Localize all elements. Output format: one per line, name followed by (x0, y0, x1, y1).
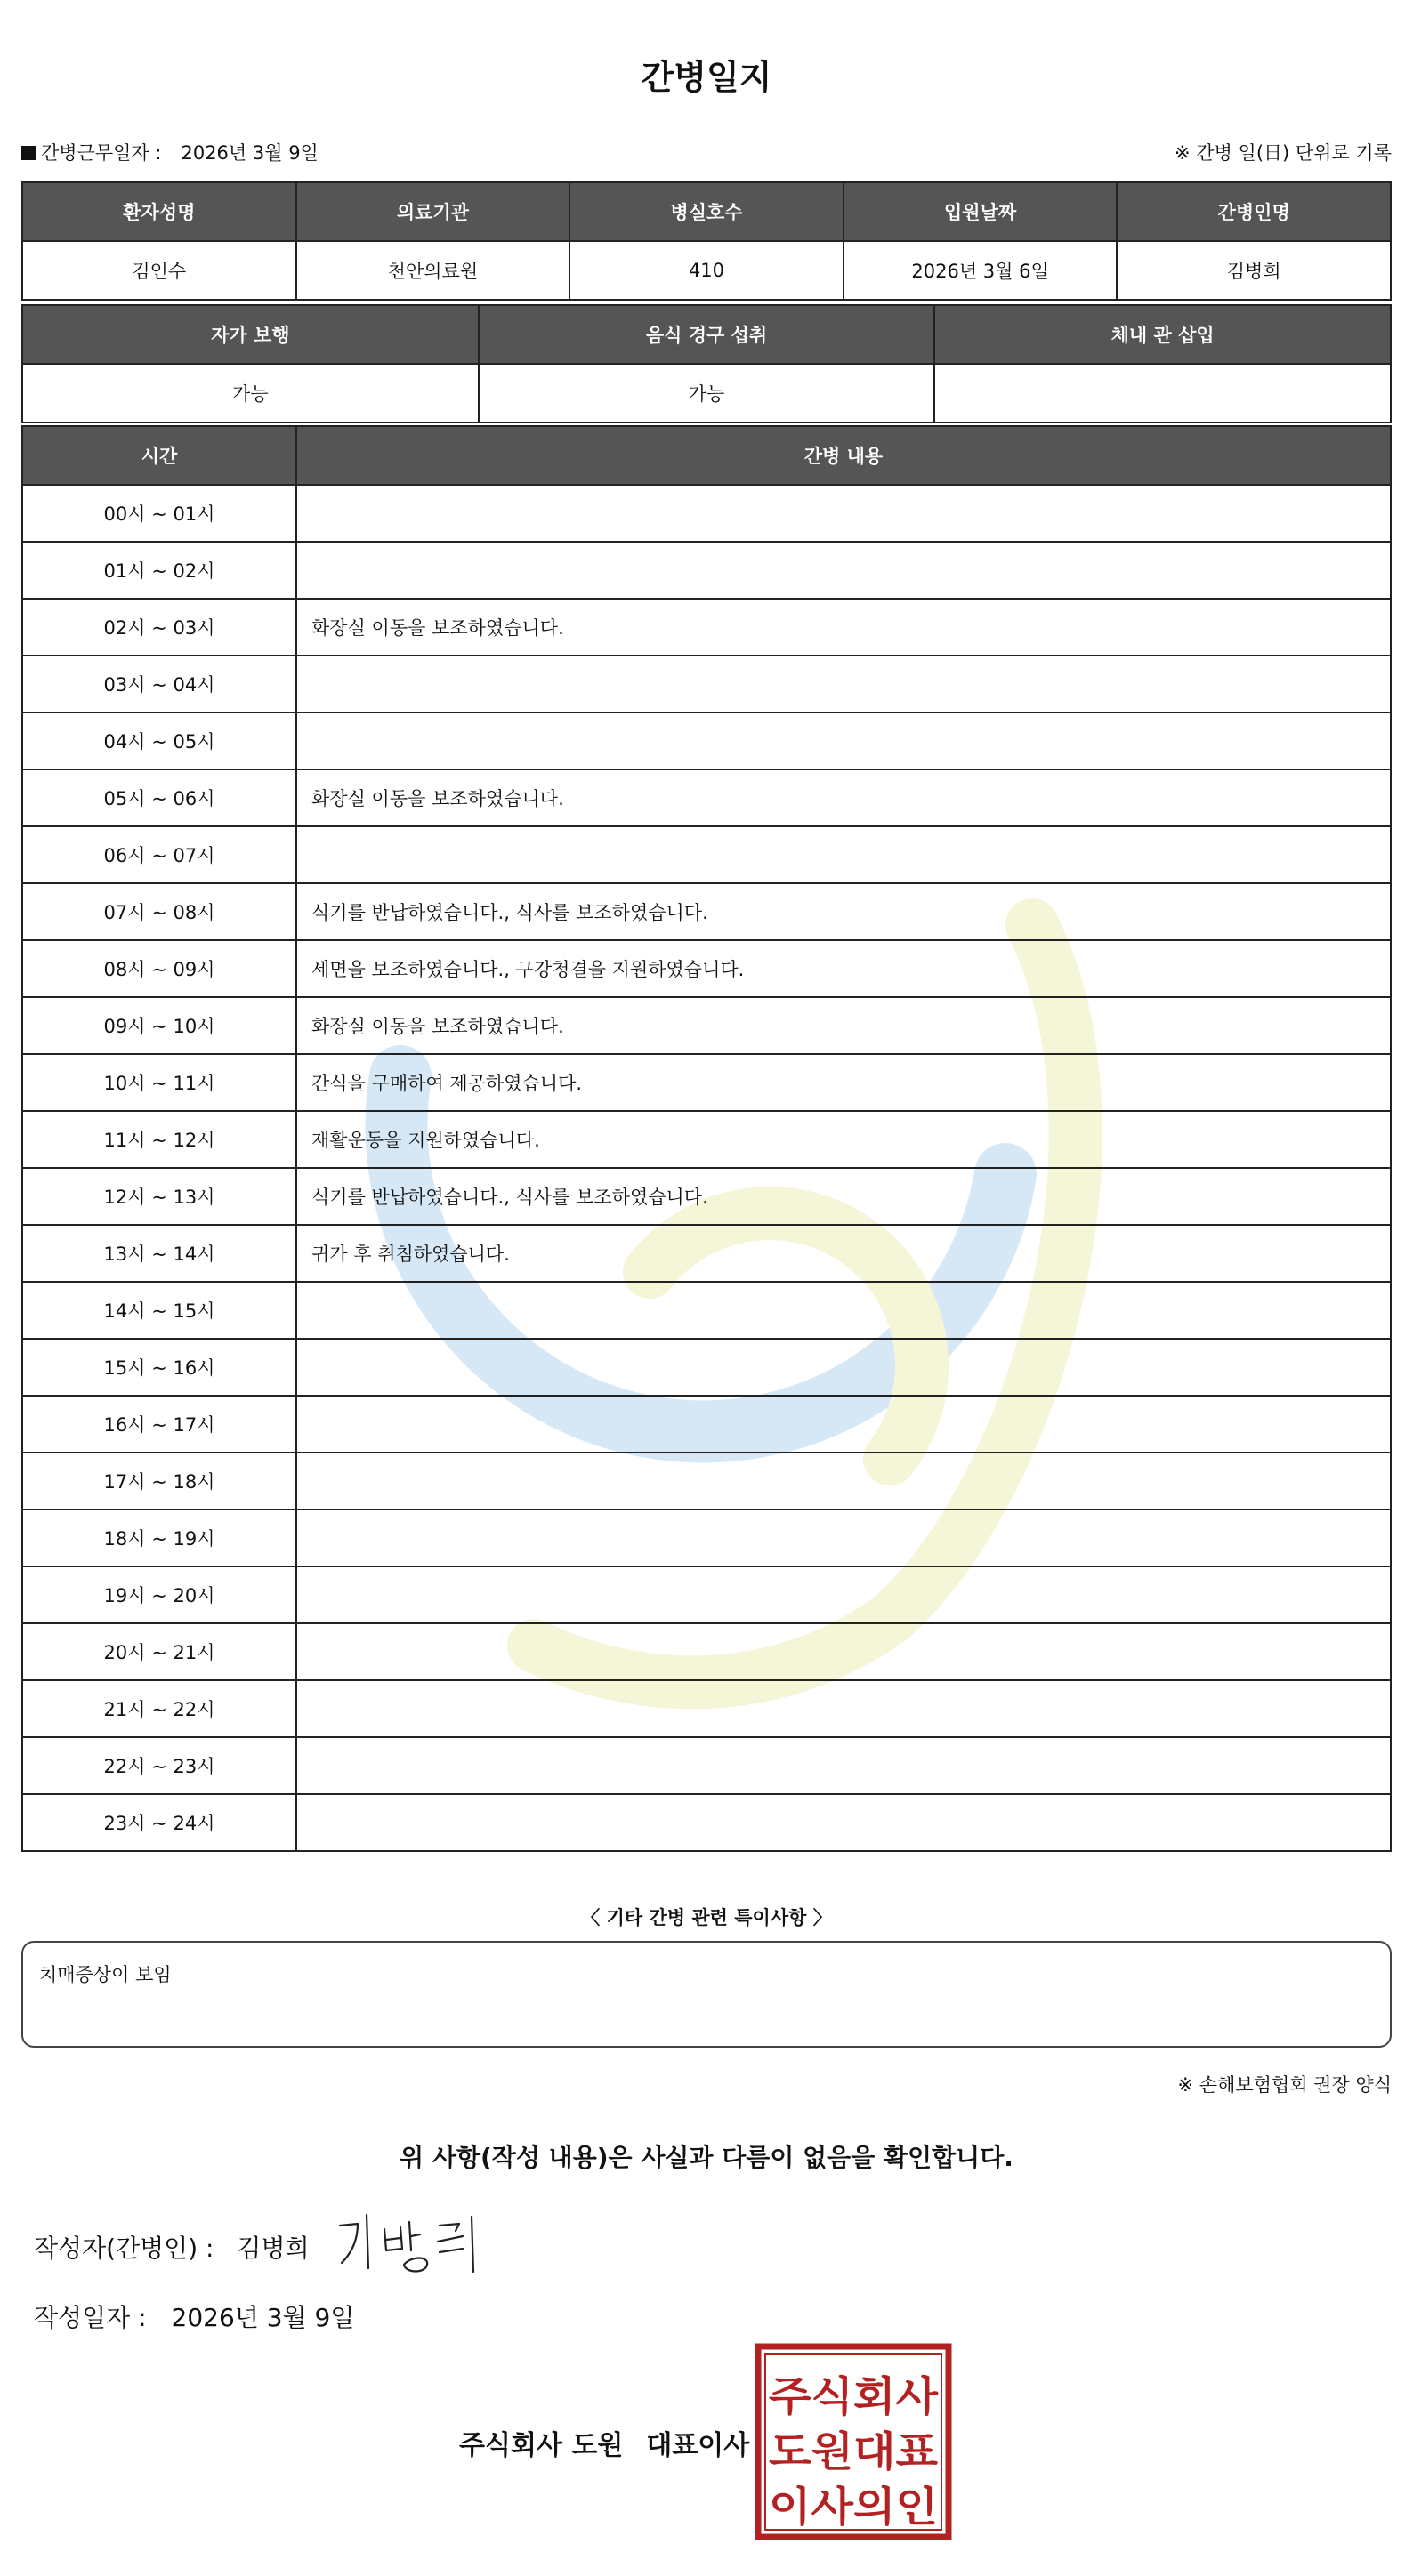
care-content: 간식을 구매하여 제공하였습니다. (296, 1054, 1391, 1111)
care-content: 식기를 반납하였습니다., 식사를 보조하였습니다. (296, 1168, 1391, 1225)
table-row (22, 826, 1391, 883)
table-row (22, 1737, 1391, 1794)
work-date-label: 간병근무일자 : (41, 142, 162, 164)
care-content (296, 1396, 1391, 1453)
time-slot: 11시 ~ 12시 (22, 1111, 296, 1168)
table-header-row (22, 182, 1391, 241)
time-slot: 08시 ~ 09시 (22, 940, 296, 997)
table-row (22, 940, 1391, 997)
handwritten-signature (335, 2210, 495, 2281)
oral-intake: 가능 (479, 364, 935, 423)
time-slot: 12시 ~ 13시 (22, 1168, 296, 1225)
company-seal (755, 2343, 952, 2540)
hospital: 천안의료원 (296, 241, 570, 300)
confirmation-statement: 위 사항(작성 내용)은 사실과 다름이 없음을 확인합니다. (400, 2143, 1013, 2172)
time-slot: 14시 ~ 15시 (22, 1282, 296, 1339)
time-slot: 21시 ~ 22시 (22, 1680, 296, 1737)
care-content: 화장실 이동을 보조하였습니다. (296, 769, 1391, 826)
self-walking: 가능 (22, 364, 479, 423)
care-log-body (22, 485, 1391, 1851)
writer-label: 작성자(간병인) : (34, 2234, 214, 2263)
header-oral-intake: 음식 경구 섭취 (479, 305, 935, 364)
time-slot: 00시 ~ 01시 (22, 485, 296, 542)
care-content (296, 1680, 1391, 1737)
square-bullet-icon (21, 146, 36, 160)
header-hospital: 의료기관 (296, 182, 570, 241)
time-slot: 17시 ~ 18시 (22, 1453, 296, 1509)
care-content: 식기를 반납하였습니다., 식사를 보조하였습니다. (296, 883, 1391, 940)
table-row (22, 485, 1391, 542)
table-row (22, 599, 1391, 656)
writing-date-label: 작성일자 : (34, 2303, 147, 2332)
header-time: 시간 (22, 426, 296, 485)
tube-insertion (934, 364, 1391, 423)
svg-text:이사의인: 이사의인 (769, 2483, 938, 2531)
patient-name: 김인수 (22, 241, 296, 300)
table-row (22, 712, 1391, 769)
caregiver-name: 김병희 (1117, 241, 1391, 300)
time-slot: 18시 ~ 19시 (22, 1509, 296, 1566)
care-content (296, 1282, 1391, 1339)
time-slot: 07시 ~ 08시 (22, 883, 296, 940)
table-row (22, 1339, 1391, 1396)
care-content: 재활운동을 지원하였습니다. (296, 1111, 1391, 1168)
table-row (22, 241, 1391, 300)
header-care-content: 간병 내용 (296, 426, 1391, 485)
time-slot: 20시 ~ 21시 (22, 1623, 296, 1680)
writer-name: 김병희 (237, 2234, 310, 2263)
patient-status-table (21, 304, 1392, 423)
care-content (296, 485, 1391, 542)
time-slot: 09시 ~ 10시 (22, 997, 296, 1054)
time-slot: 06시 ~ 07시 (22, 826, 296, 883)
table-row (22, 1680, 1391, 1737)
notes-box (21, 1941, 1392, 2048)
care-content (296, 1453, 1391, 1509)
header-admission-date: 입원날짜 (844, 182, 1118, 241)
time-slot: 01시 ~ 02시 (22, 542, 296, 599)
care-content (296, 542, 1391, 599)
time-slot: 15시 ~ 16시 (22, 1339, 296, 1396)
header-room-number: 병실호수 (569, 182, 844, 241)
table-row (22, 542, 1391, 599)
ceo-title: 대표이사 (646, 2430, 750, 2461)
form-note: ※ 손해보험협회 권장 양식 (1177, 2074, 1392, 2096)
table-header-row (22, 305, 1391, 364)
work-date-row (21, 139, 1392, 165)
company-name: 주식회사 도원 (459, 2430, 624, 2461)
time-slot: 10시 ~ 11시 (22, 1054, 296, 1111)
patient-info-table (21, 181, 1392, 301)
work-date (21, 139, 319, 165)
table-row (22, 1623, 1391, 1680)
time-slot: 16시 ~ 17시 (22, 1396, 296, 1453)
care-content (296, 712, 1391, 769)
care-content: 세면을 보조하였습니다., 구강청결을 지원하였습니다. (296, 940, 1391, 997)
care-content (296, 1623, 1391, 1680)
care-content (296, 1509, 1391, 1566)
header-caregiver-name: 간병인명 (1117, 182, 1391, 241)
table-row (22, 769, 1391, 826)
time-slot: 13시 ~ 14시 (22, 1225, 296, 1282)
care-content: 귀가 후 취침하였습니다. (296, 1225, 1391, 1282)
table-row (22, 1566, 1391, 1623)
header-self-walking: 자가 보행 (22, 305, 479, 364)
svg-text:주식회사: 주식회사 (769, 2372, 939, 2420)
table-row (22, 1794, 1391, 1851)
care-content (296, 1566, 1391, 1623)
care-content (296, 1794, 1391, 1851)
writer-line (34, 2229, 310, 2265)
notes-text: 치매증상이 보임 (39, 1964, 172, 1985)
table-row (22, 1282, 1391, 1339)
care-content (296, 656, 1391, 712)
table-row (22, 997, 1391, 1054)
time-slot: 22시 ~ 23시 (22, 1737, 296, 1794)
work-date-value: 2026년 3월 9일 (181, 142, 319, 164)
room-number: 410 (569, 241, 844, 300)
table-row (22, 1054, 1391, 1111)
table-row (22, 1396, 1391, 1453)
table-row (22, 1168, 1391, 1225)
table-header-row (22, 426, 1391, 485)
header-tube-insertion: 체내 관 삽입 (934, 305, 1391, 364)
table-row (22, 656, 1391, 712)
table-row (22, 1225, 1391, 1282)
time-slot: 05시 ~ 06시 (22, 769, 296, 826)
time-slot: 02시 ~ 03시 (22, 599, 296, 656)
care-log-table (21, 425, 1392, 1852)
writing-date-value: 2026년 3월 9일 (171, 2303, 355, 2332)
table-row (22, 364, 1391, 423)
header-patient-name: 환자성명 (22, 182, 296, 241)
care-content: 화장실 이동을 보조하였습니다. (296, 997, 1391, 1054)
svg-text:도원대표: 도원대표 (769, 2427, 939, 2475)
record-unit-note: ※ 간병 일(日) 단위로 기록 (1175, 142, 1392, 164)
company-line (459, 2423, 749, 2462)
table-row (22, 883, 1391, 940)
care-content (296, 826, 1391, 883)
table-row (22, 1111, 1391, 1168)
page-title: 간병일지 (641, 58, 772, 97)
table-row (22, 1453, 1391, 1509)
care-content (296, 1737, 1391, 1794)
writing-date-line (34, 2298, 354, 2334)
table-row (22, 1509, 1391, 1566)
time-slot: 03시 ~ 04시 (22, 656, 296, 712)
care-content (296, 1339, 1391, 1396)
time-slot: 23시 ~ 24시 (22, 1794, 296, 1851)
time-slot: 19시 ~ 20시 (22, 1566, 296, 1623)
admission-date: 2026년 3월 6일 (844, 241, 1118, 300)
care-content: 화장실 이동을 보조하였습니다. (296, 599, 1391, 656)
time-slot: 04시 ~ 05시 (22, 712, 296, 769)
notes-title: 〈 기타 간병 관련 특이사항 〉 (581, 1907, 832, 1928)
